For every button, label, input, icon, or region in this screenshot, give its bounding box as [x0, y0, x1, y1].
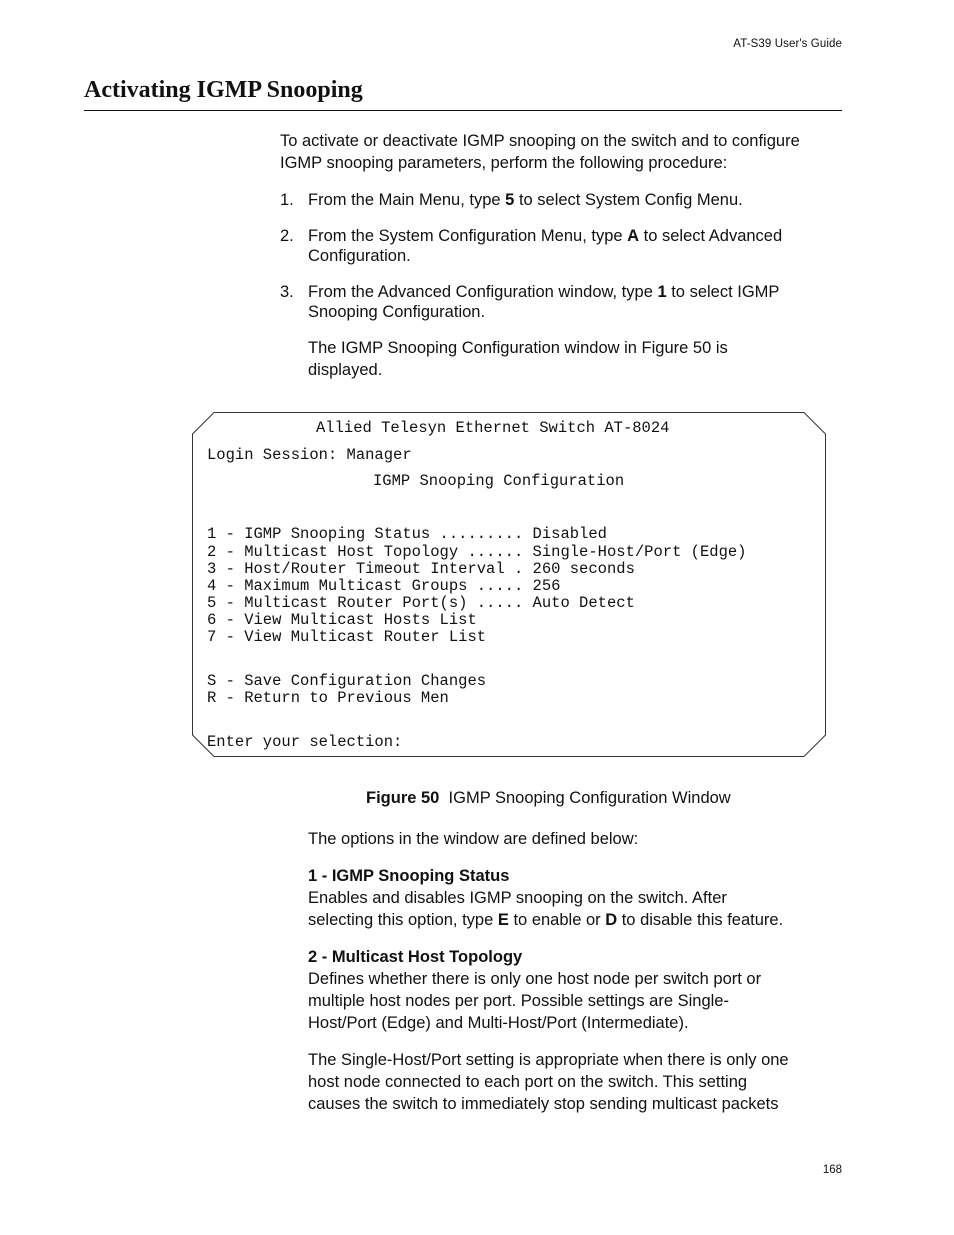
step-number: 1.: [280, 191, 294, 209]
menu-option: 3 - Host/Router Timeout Interval . 260 seconds: [207, 560, 635, 578]
terminal-prompt: Enter your selection:: [207, 733, 403, 751]
menu-option: 6 - View Multicast Hosts List: [207, 611, 477, 629]
step-number: 3.: [280, 283, 294, 301]
step-text: From the Advanced Configuration window, type 1 to select IGMP Snooping Configuration.: [308, 283, 780, 321]
option2-definition: 2 - Multicast Host Topology Defines whether there is only one host node per switch port or multiple host nodes per port. Possible settings are Single- Host/Port (Edge) and Multi-Host/Port (Intermediate).: [308, 946, 848, 1034]
step-number: 2.: [280, 227, 294, 245]
menu-option: 2 - Multicast Host Topology ...... Single-Host/Port (Edge): [207, 543, 747, 561]
title-rule: [84, 110, 842, 111]
key-hint: A: [627, 227, 640, 245]
option-heading: 1 - IGMP Snooping Status: [308, 867, 510, 885]
terminal-screen-title: IGMP Snooping Configuration: [373, 472, 625, 490]
step3-note: The IGMP Snooping Configuration window in Figure 50 is displayed.: [308, 339, 728, 379]
running-header: AT-S39 User's Guide: [733, 38, 842, 50]
key-hint: D: [605, 911, 618, 929]
menu-option: 1 - IGMP Snooping Status ......... Disabled: [207, 525, 607, 543]
figure-caption: Figure 50 IGMP Snooping Configuration Window: [366, 789, 731, 807]
terminal-banner: Allied Telesyn Ethernet Switch AT-8024: [316, 419, 670, 437]
menu-command: R - Return to Previous Men: [207, 689, 449, 707]
terminal-screen: [192, 412, 826, 757]
menu-command: S - Save Configuration Changes: [207, 672, 487, 690]
step-text: From the Main Menu, type 5 to select System Config Menu.: [308, 191, 743, 209]
figure-label: Figure 50: [366, 789, 440, 807]
options-intro: The options in the window are defined below:: [308, 830, 639, 848]
step-text: From the System Configuration Menu, type A to select Advanced Configuration.: [308, 227, 783, 265]
intro-line: To activate or deactivate IGMP snooping on the switch and to configure: [280, 132, 800, 150]
page-number: 168: [822, 1164, 842, 1176]
key-hint: 5: [505, 191, 515, 209]
menu-option: 7 - View Multicast Router List: [207, 628, 487, 646]
intro-line: IGMP snooping parameters, perform the following procedure:: [280, 154, 728, 172]
key-hint: 1: [657, 283, 667, 301]
option2-paragraph: The Single-Host/Port setting is appropriate when there is only one host node connected to each port on the switch. This setting causes the switch to immediately stop sending multicast packets: [308, 1051, 789, 1113]
menu-option: 5 - Multicast Router Port(s) ..... Auto Detect: [207, 594, 635, 612]
menu-option: 4 - Maximum Multicast Groups ..... 256: [207, 577, 561, 595]
section-title: Activating IGMP Snooping: [84, 77, 363, 103]
option1-definition: 1 - IGMP Snooping Status Enables and disables IGMP snooping on the switch. After selecting this option, type E to enable or D to disable this feature.: [308, 865, 848, 931]
option-heading: 2 - Multicast Host Topology: [308, 948, 523, 966]
key-hint: E: [497, 911, 509, 929]
intro-paragraph: [280, 130, 850, 174]
terminal-session: Login Session: Manager: [207, 446, 412, 464]
